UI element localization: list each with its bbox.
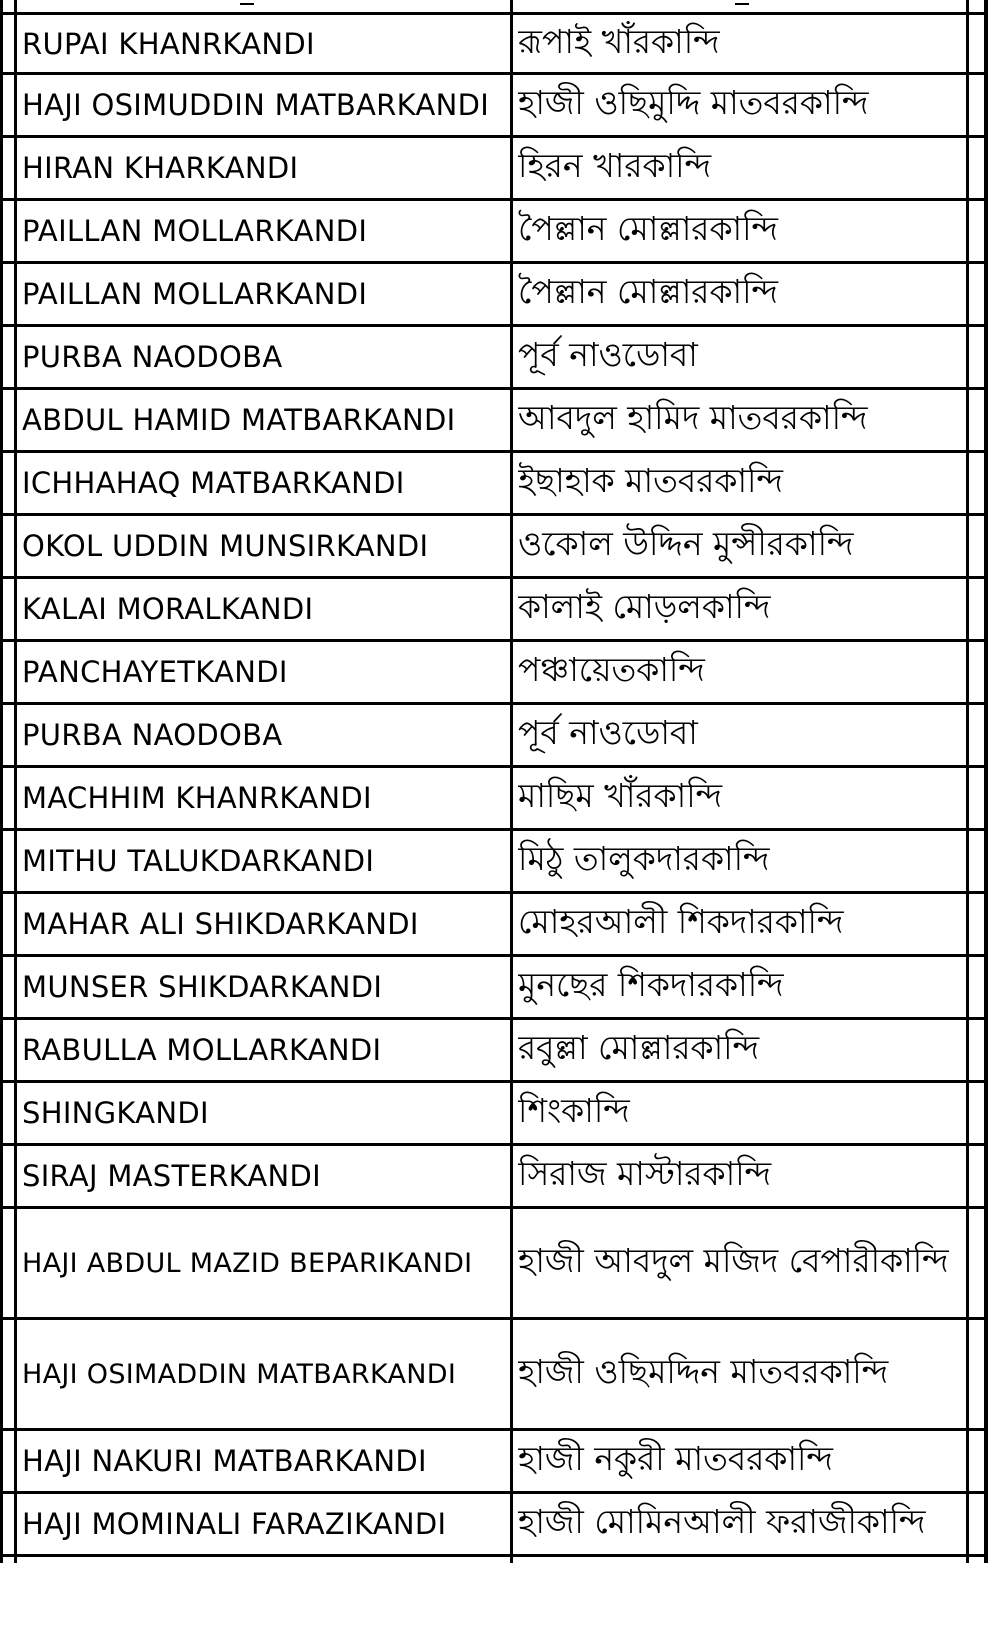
- english-name-cell: PURBA NAODOBA: [22, 340, 283, 374]
- bengali-name-cell: হাজী নকুরী মাতবরকান্দি: [518, 1439, 833, 1478]
- table-row: [0, 894, 988, 957]
- table-row: [0, 12, 988, 75]
- cropped-row-fragment: [240, 0, 254, 5]
- bengali-name-cell: মুনছের শিকদারকান্দি: [518, 965, 784, 1004]
- english-name-cell: MACHHIM KHANRKANDI: [22, 781, 372, 815]
- table-row: [0, 705, 988, 768]
- english-name-cell: PANCHAYETKANDI: [22, 655, 288, 689]
- table-row: [0, 390, 988, 453]
- bengali-name-cell: ইছাহাক মাতবরকান্দি: [518, 461, 783, 500]
- table-row: [0, 327, 988, 390]
- bengali-name-cell: হাজী ওছিমুদ্দি মাতবরকান্দি: [518, 83, 869, 122]
- table-row: [0, 957, 988, 1020]
- bengali-name-cell: ওকোল উদ্দিন মুন্সীরকান্দি: [518, 524, 854, 563]
- table-row: [0, 1431, 988, 1494]
- bengali-name-cell: হাজী আবদুল মজিদ বেপারীকান্দি: [518, 1241, 949, 1280]
- table-row: [0, 1146, 988, 1209]
- bengali-name-cell: আবদুল হামিদ মাতবরকান্দি: [518, 398, 868, 437]
- table-row: [0, 453, 988, 516]
- table-row: [0, 1083, 988, 1146]
- table-row: [0, 831, 988, 894]
- table-row: [0, 579, 988, 642]
- bengali-name-cell: রূপাই খাঁরকান্দি: [518, 21, 720, 61]
- table-row: [0, 75, 988, 138]
- english-name-cell: PURBA NAODOBA: [22, 718, 283, 752]
- table-row: [0, 138, 988, 201]
- bengali-name-cell: শিংকান্দি: [518, 1091, 630, 1130]
- english-name-cell: HAJI NAKURI MATBARKANDI: [22, 1444, 427, 1478]
- bengali-name-cell: মাছিম খাঁরকান্দি: [518, 776, 723, 815]
- english-name-cell: ABDUL HAMID MATBARKANDI: [22, 403, 456, 437]
- english-name-cell: PAILLAN MOLLARKANDI: [22, 277, 368, 311]
- bengali-name-cell: পৈল্লান মোল্লারকান্দি: [518, 209, 779, 248]
- bengali-name-cell: মোহরআলী শিকদারকান্দি: [518, 902, 844, 941]
- english-name-cell: OKOL UDDIN MUNSIRKANDI: [22, 529, 429, 563]
- english-name-cell: MITHU TALUKDARKANDI: [22, 844, 375, 878]
- table-row: [0, 1320, 988, 1431]
- english-name-cell: MAHAR ALI SHIKDARKANDI: [22, 907, 419, 941]
- bengali-name-cell: হাজী মোমিনআলী ফরাজীকান্দি: [518, 1502, 926, 1541]
- table-row: [0, 768, 988, 831]
- english-name-cell: HAJI OSIMUDDIN MATBARKANDI: [22, 88, 490, 122]
- bengali-name-cell: সিরাজ মাস্টারকান্দি: [518, 1154, 772, 1193]
- table-row: [0, 1494, 988, 1557]
- bengali-name-cell: পূর্ব নাওডোবা: [518, 713, 698, 752]
- bengali-name-cell: কালাই মোড়লকান্দি: [518, 587, 771, 626]
- english-name-cell: HAJI MOMINALI FARAZIKANDI: [22, 1507, 447, 1541]
- bengali-name-cell: পৈল্লান মোল্লারকান্দি: [518, 272, 779, 311]
- bengali-name-cell: পঞ্চায়েতকান্দি: [518, 650, 705, 689]
- bengali-name-cell: হাজী ওছিমদ্দিন মাতবরকান্দি: [518, 1352, 889, 1391]
- bengali-name-cell: রবুল্লা মোল্লারকান্দি: [518, 1028, 760, 1067]
- english-name-cell: HAJI OSIMADDIN MATBARKANDI: [22, 1358, 457, 1390]
- bengali-name-cell: হিরন খারকান্দি: [518, 146, 712, 185]
- table-row: [0, 1209, 988, 1320]
- table-row: [0, 642, 988, 705]
- english-name-cell: RUPAI KHANRKANDI: [22, 26, 315, 61]
- bengali-name-cell: মিঠু তালুকদারকান্দি: [518, 839, 770, 878]
- table-row: [0, 201, 988, 264]
- english-name-cell: SIRAJ MASTERKANDI: [22, 1159, 322, 1193]
- english-name-cell: MUNSER SHIKDARKANDI: [22, 970, 383, 1004]
- table-row: [0, 264, 988, 327]
- english-name-cell: ICHHAHAQ MATBARKANDI: [22, 466, 405, 500]
- english-name-cell: PAILLAN MOLLARKANDI: [22, 214, 368, 248]
- english-name-cell: HIRAN KHARKANDI: [22, 151, 299, 185]
- cropped-row-fragment: [735, 0, 749, 5]
- english-name-cell: RABULLA MOLLARKANDI: [22, 1033, 382, 1067]
- table-row: [0, 516, 988, 579]
- english-name-cell: HAJI ABDUL MAZID BEPARIKANDI: [22, 1247, 473, 1279]
- bengali-name-cell: পূর্ব নাওডোবা: [518, 335, 698, 374]
- english-name-cell: KALAI MORALKANDI: [22, 592, 314, 626]
- english-name-cell: SHINGKANDI: [22, 1096, 209, 1130]
- table-row: [0, 1020, 988, 1083]
